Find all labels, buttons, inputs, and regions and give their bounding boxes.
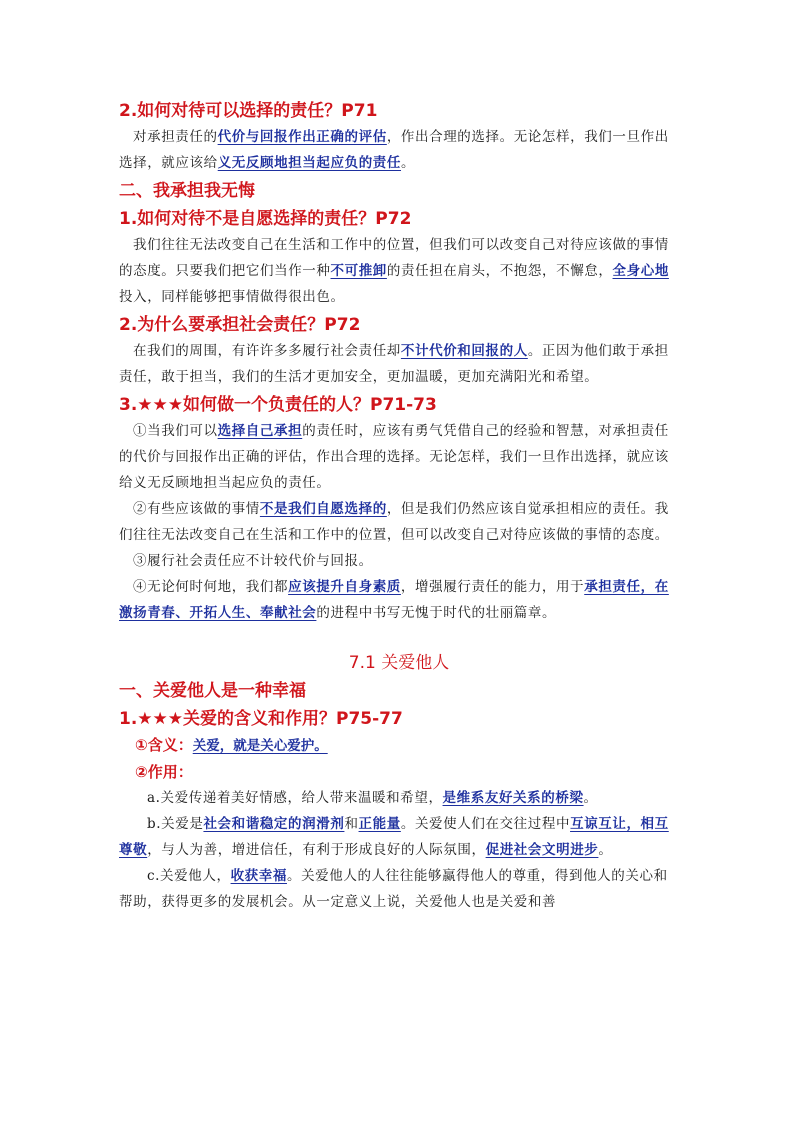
key-phrase: 不计代价和回报的人 [400, 343, 528, 359]
heading-responsible-person: 3.★★★如何做一个负责任的人？P71-73 [119, 395, 437, 415]
key-phrase: 不是我们自愿选择的 [259, 501, 387, 517]
document-content [119, 98, 679, 915]
key-phrase: 义无反顾地担当起应负的责任 [217, 155, 402, 171]
heading-social-responsibility: 2.为什么要承担社会责任？P72 [119, 315, 361, 335]
key-phrase: 选择自己承担 [217, 423, 303, 439]
heading-caring-meaning: 1.★★★关爱的含义和作用？P75-77 [119, 709, 403, 729]
heading-no-regret: 二、我承担我无悔 [119, 181, 255, 201]
key-phrase: 收获幸福 [230, 868, 287, 884]
list-item-3: ③履行社会责任应不计较代价与回报。 [133, 553, 373, 569]
key-phrase: 正能量 [358, 816, 401, 832]
list-item-2: ②有些应该做的事情不是我们自愿选择的，但是我们仍然应该自觉承担相应的责任。我们往往无法改变自己在生活和工作中的位置，但可以改变自己对待应该做的事情的态度。 [119, 501, 669, 543]
function-item-b: b.关爱是社会和谐稳定的润滑剂和正能量。关爱使人们在交往过程中互谅互让，相互尊敬，与人为善，增进信任，有利于形成良好的人际氛围，促进社会文明进步。 [119, 816, 669, 858]
heading-caring-is-happiness: 一、关爱他人是一种幸福 [119, 681, 306, 701]
key-phrase: 互谅互让，相互尊敬 [119, 816, 669, 858]
paragraph-choosable-responsibility: 对承担责任的代价与回报作出正确的评估，作出合理的选择。无论怎样，我们一旦作出选择，就应该给义无反顾地担当起应负的责任。 [119, 129, 669, 171]
key-phrase: 代价与回报作出正确的评估 [217, 129, 387, 145]
key-phrase: 应该提升自身素质 [288, 579, 401, 595]
list-item-1: ①当我们可以选择自己承担的责任时，应该有勇气凭借自己的经验和智慧，对承担责任的代价与回报作出正确的评估，作出合理的选择。无论怎样，我们一旦作出选择，就应该给义无反顾地担当起应负的责任。 [119, 423, 669, 491]
paragraph-non-voluntary-responsibility: 我们往往无法改变自己在生活和工作中的位置，但我们可以改变自己对待应该做的事情的态度。只要我们把它们当作一种不可推卸的责任担在肩头，不抱怨，不懈怠，全身心地投入，同样能够把事情做得很出色。 [119, 237, 669, 305]
key-phrase: 是维系友好关系的桥梁 [442, 790, 584, 806]
paragraph-social-responsibility: 在我们的周围，有许许多多履行社会责任却不计代价和回报的人。正因为他们敢于承担责任，敢于担当，我们的生活才更加安全，更加温暖，更加充满阳光和希望。 [119, 343, 669, 385]
key-phrase: 承担责任，在激扬青春、开拓人生、奉献社会 [119, 579, 669, 621]
section-title: 7.1 关爱他人 [348, 653, 450, 673]
key-phrase: 关爱，就是关心爱护。 [192, 738, 328, 754]
function-item-a: a.关爱传递着美好情感，给人带来温暖和希望，是维系友好关系的桥梁。 [147, 790, 598, 806]
heading-non-voluntary-responsibility: 1.如何对待不是自愿选择的责任？P72 [119, 209, 412, 229]
list-item-4: ④无论何时何地，我们都应该提升自身素质，增强履行责任的能力，用于承担责任，在激扬青春、开拓人生、奉献社会的进程中书写无愧于时代的壮丽篇章。 [119, 579, 669, 621]
key-phrase: 促进社会文明进步 [485, 842, 599, 858]
key-phrase: 全身心地 [612, 263, 669, 279]
key-phrase: 社会和谐稳定的润滑剂 [203, 816, 345, 832]
key-phrase: 不可推卸 [330, 263, 387, 279]
sub-item-meaning: ①含义：关爱，就是关心爱护。 [135, 736, 328, 754]
function-item-c: c.关爱他人，收获幸福。关爱他人的人往往能够赢得他人的尊重，得到他人的关心和帮助，获得更多的发展机会。从一定意义上说，关爱他人也是关爱和善 [119, 868, 668, 910]
heading-choosable-responsibility: 2.如何对待可以选择的责任？P71 [119, 101, 378, 121]
sub-item-function: ②作用： [135, 763, 193, 781]
